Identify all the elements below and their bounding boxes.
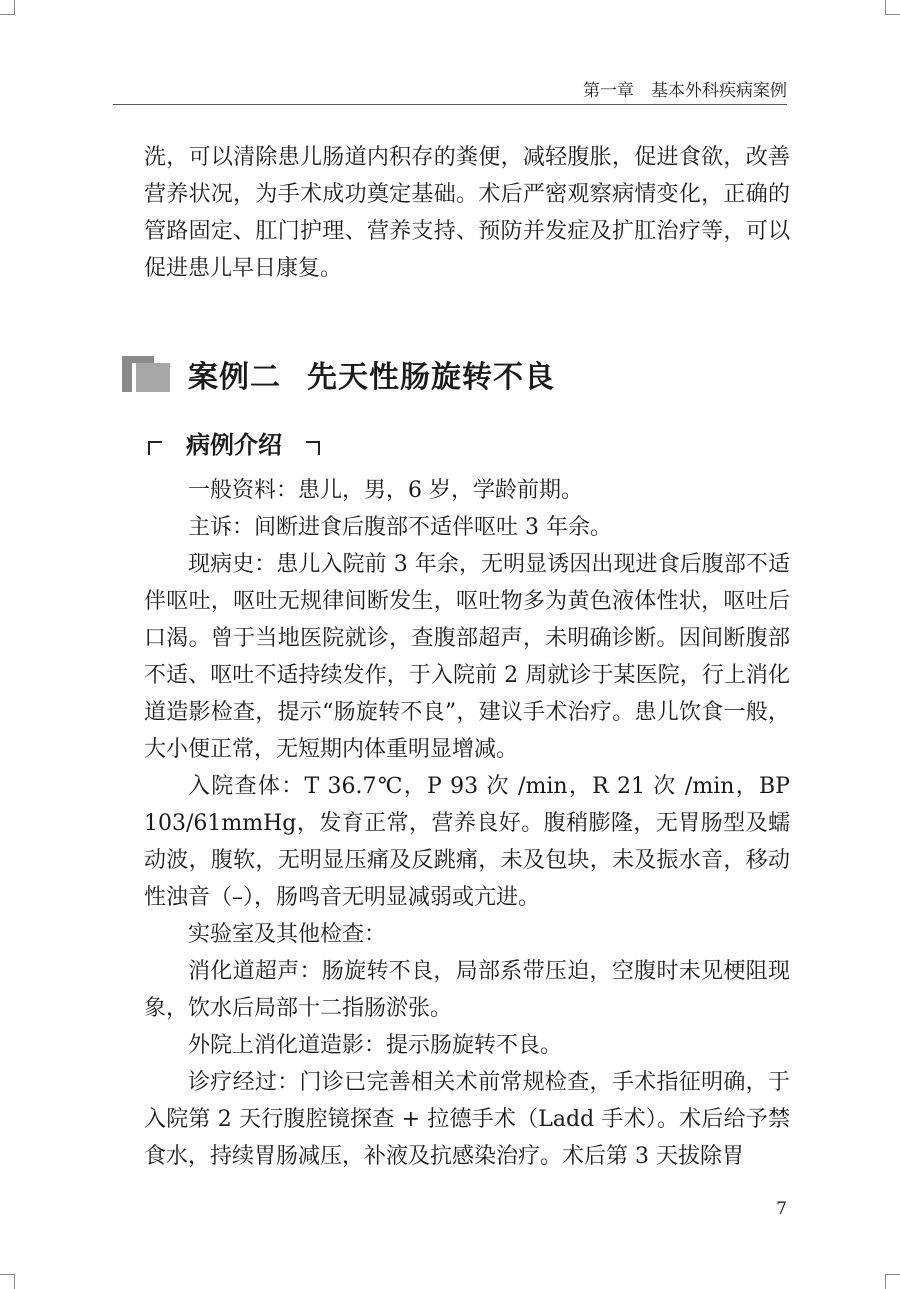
paragraph-present-illness: 现病史：患儿入院前 3 年余，无明显诱因出现进食后腹部不适伴呕吐，呕吐无规律间断发生，呕吐物多为黄色液体性状，呕吐后口渴。曾于当地医院就诊，查腹部超声，未明确诊断。因间断腹部不适、呕吐不适持续发作，于入院前 2 周就诊于某医院，行上消化道造影检查，提示“肠旋转不良”，建议手术治疗。患儿饮食一般，大小便正常，无短期内体重明显增减。 [144, 552, 790, 762]
corner-bracket-right-icon [306, 441, 320, 455]
paragraph-treatment-course: 诊疗经过：门诊已完善相关术前常规检查，手术指征明确，于入院第 2 天行腹腔镜探查 + 拉德手术（Ladd 手术）。术后给予禁食水，持续胃肠减压，补液及抗感染治疗。术后第 3 天拔除胃 [144, 1070, 790, 1169]
top-paragraph-block [144, 139, 790, 287]
case-title [188, 352, 555, 396]
crop-mark-bottom-right [885, 1274, 900, 1289]
header-rule [113, 104, 787, 105]
paragraph-lab-heading: 实验室及其他检查： [188, 922, 387, 947]
corner-bracket-left-icon [148, 441, 162, 455]
paragraph-physical-exam: 入院查体：T 36.7℃，P 93 次 /min，R 21 次 /min，BP 103/61mmHg，发育正常，营养良好。腹稍膨隆，无胃肠型及蠕动波，腹软，无明显压痛及反跳痛，未及包块，未及振水音，移动性浊音（–），肠鸣音无明显减弱或亢进。 [144, 774, 790, 910]
paragraph-gi-contrast: 外院上消化道造影：提示肠旋转不良。 [188, 1033, 563, 1058]
paragraph-general-info: 一般资料：患儿，男，6 岁，学龄前期。 [188, 478, 583, 503]
case-number: 案例二 [188, 360, 281, 395]
top-paragraph: 洗，可以清除患儿肠道内积存的粪便，减轻腹胀，促进食欲，改善营养状况，为手术成功奠定基础。术后严密观察病情变化，正确的管路固定、肛门护理、营养支持、预防并发症及扩肛治疗等，可以促进患儿早日康复。 [144, 145, 790, 281]
paragraph-ultrasound: 消化道超声：肠旋转不良，局部系带压迫，空腹时未见梗阻现象，饮水后局部十二指肠淤张。 [144, 959, 790, 1021]
running-head: 第一章 基本外科疾病案例 [583, 81, 787, 101]
case-name: 先天性肠旋转不良 [307, 360, 555, 395]
section-heading [148, 422, 320, 462]
crop-mark-bottom-left [0, 1274, 15, 1289]
page-number: 7 [776, 1199, 787, 1219]
crop-mark-top-left [0, 0, 15, 15]
crop-mark-top-right [885, 0, 900, 15]
case-heading [122, 351, 555, 397]
folder-icon [122, 356, 170, 392]
paragraph-chief-complaint: 主诉：间断进食后腹部不适伴呕吐 3 年余。 [188, 515, 612, 540]
section-title: 病例介绍 [186, 430, 282, 459]
case-body [144, 472, 790, 1175]
